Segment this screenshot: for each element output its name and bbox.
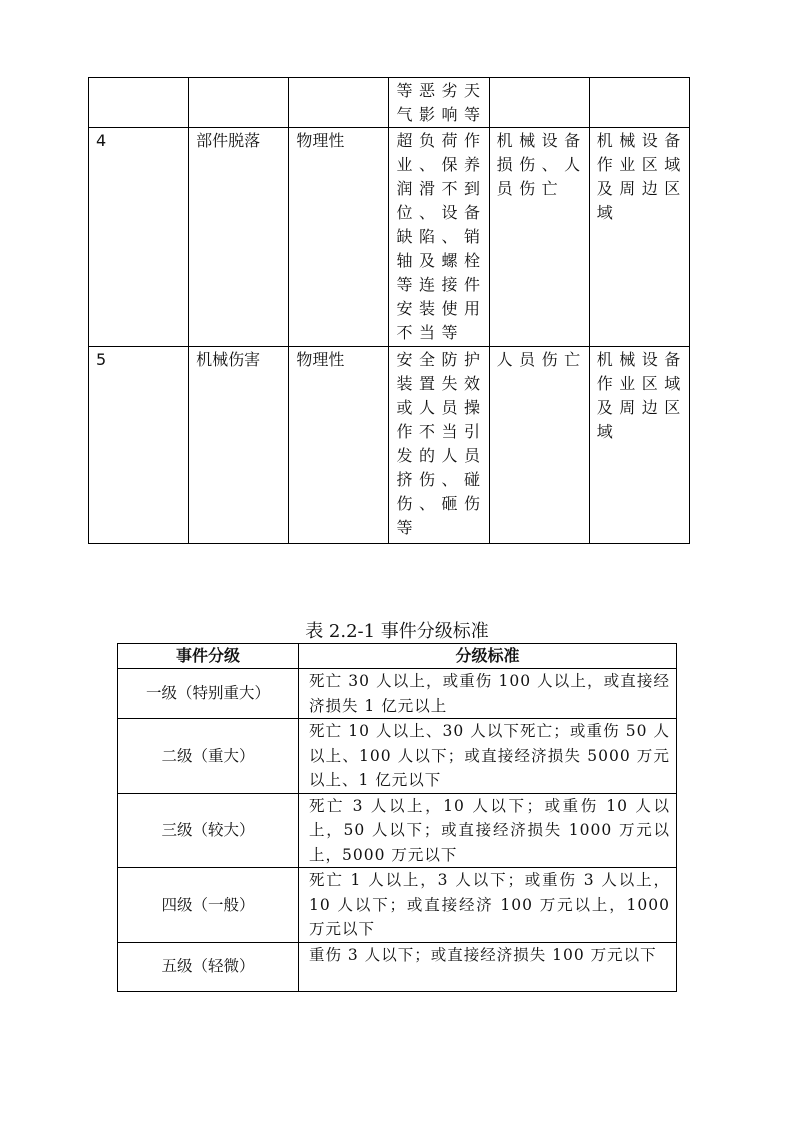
cell-area: [589, 347, 689, 544]
table-row: [118, 719, 677, 794]
cell-standard: 死亡 1 人以上，3 人以下；或重伤 3 人以上，10 人以下；或直接经济 100 万元以上，1000 万元以下: [299, 868, 677, 943]
header-row: [118, 644, 677, 669]
cell-name: [189, 78, 289, 128]
cause-text: 等恶劣天气影响等: [396, 81, 487, 124]
cause-text: 超负荷作业、保养润滑不到位、设备缺陷、销轴及螺栓等连接件安装使用不当等: [396, 131, 487, 342]
cell-consequence: [489, 78, 589, 128]
cell-name: 部件脱落: [189, 128, 289, 347]
event-grading-table: [117, 643, 677, 992]
cell-consequence: [489, 128, 589, 347]
cell-standard: 死亡 30 人以上，或重伤 100 人以上，或直接经济损失 1 亿元以上: [299, 669, 677, 719]
area-text: 机械设备作业区域及周边区域: [596, 350, 687, 441]
cell-cause: [389, 128, 489, 347]
cell-type: 物理性: [289, 128, 389, 347]
cell-level: 五级（轻微）: [118, 942, 299, 991]
cell-cause: [389, 78, 489, 128]
cell-standard: 死亡 10 人以上、30 人以下死亡；或重伤 50 人以上、100 人以下；或直接经济损失 5000 万元以上、1 亿元以下: [299, 719, 677, 794]
table-row: [89, 78, 690, 128]
cell-level: 四级（一般）: [118, 868, 299, 943]
cell-no: [89, 78, 189, 128]
header-standard: 分级标准: [299, 644, 677, 669]
cell-level: 一级（特别重大）: [118, 669, 299, 719]
cell-cause: [389, 347, 489, 544]
consequence-text: 人员伤亡: [496, 350, 587, 369]
cell-area: [589, 128, 689, 347]
table-row: [118, 942, 677, 991]
header-level: 事件分级: [118, 644, 299, 669]
cell-level: 三级（较大）: [118, 793, 299, 868]
cell-type: [289, 78, 389, 128]
table-caption: 表 2.2-1 事件分级标准: [305, 621, 489, 642]
cell-type: 物理性: [289, 347, 389, 544]
cell-area: [589, 78, 689, 128]
area-text: 机械设备作业区域及周边区域: [596, 131, 687, 222]
cell-standard: 重伤 3 人以下；或直接经济损失 100 万元以下: [299, 942, 677, 991]
cell-no: 5: [89, 347, 189, 544]
cell-name: 机械伤害: [189, 347, 289, 544]
cell-level: 二级（重大）: [118, 719, 299, 794]
table-row: [118, 868, 677, 943]
consequence-text: 机械设备损伤、人员伤亡: [496, 131, 587, 198]
table-row: [89, 347, 690, 544]
hazard-table: [88, 77, 690, 544]
table-row: [118, 669, 677, 719]
table-row: [118, 793, 677, 868]
cell-standard: 死亡 3 人以上，10 人以下；或重伤 10 人以上，50 人以下；或直接经济损失 1000 万元以上，5000 万元以下: [299, 793, 677, 868]
cell-no: 4: [89, 128, 189, 347]
cell-consequence: [489, 347, 589, 544]
cause-text: 安全防护装置失效或人员操作不当引发的人员挤伤、碰伤、砸伤等: [396, 350, 487, 537]
table-row: [89, 128, 690, 347]
